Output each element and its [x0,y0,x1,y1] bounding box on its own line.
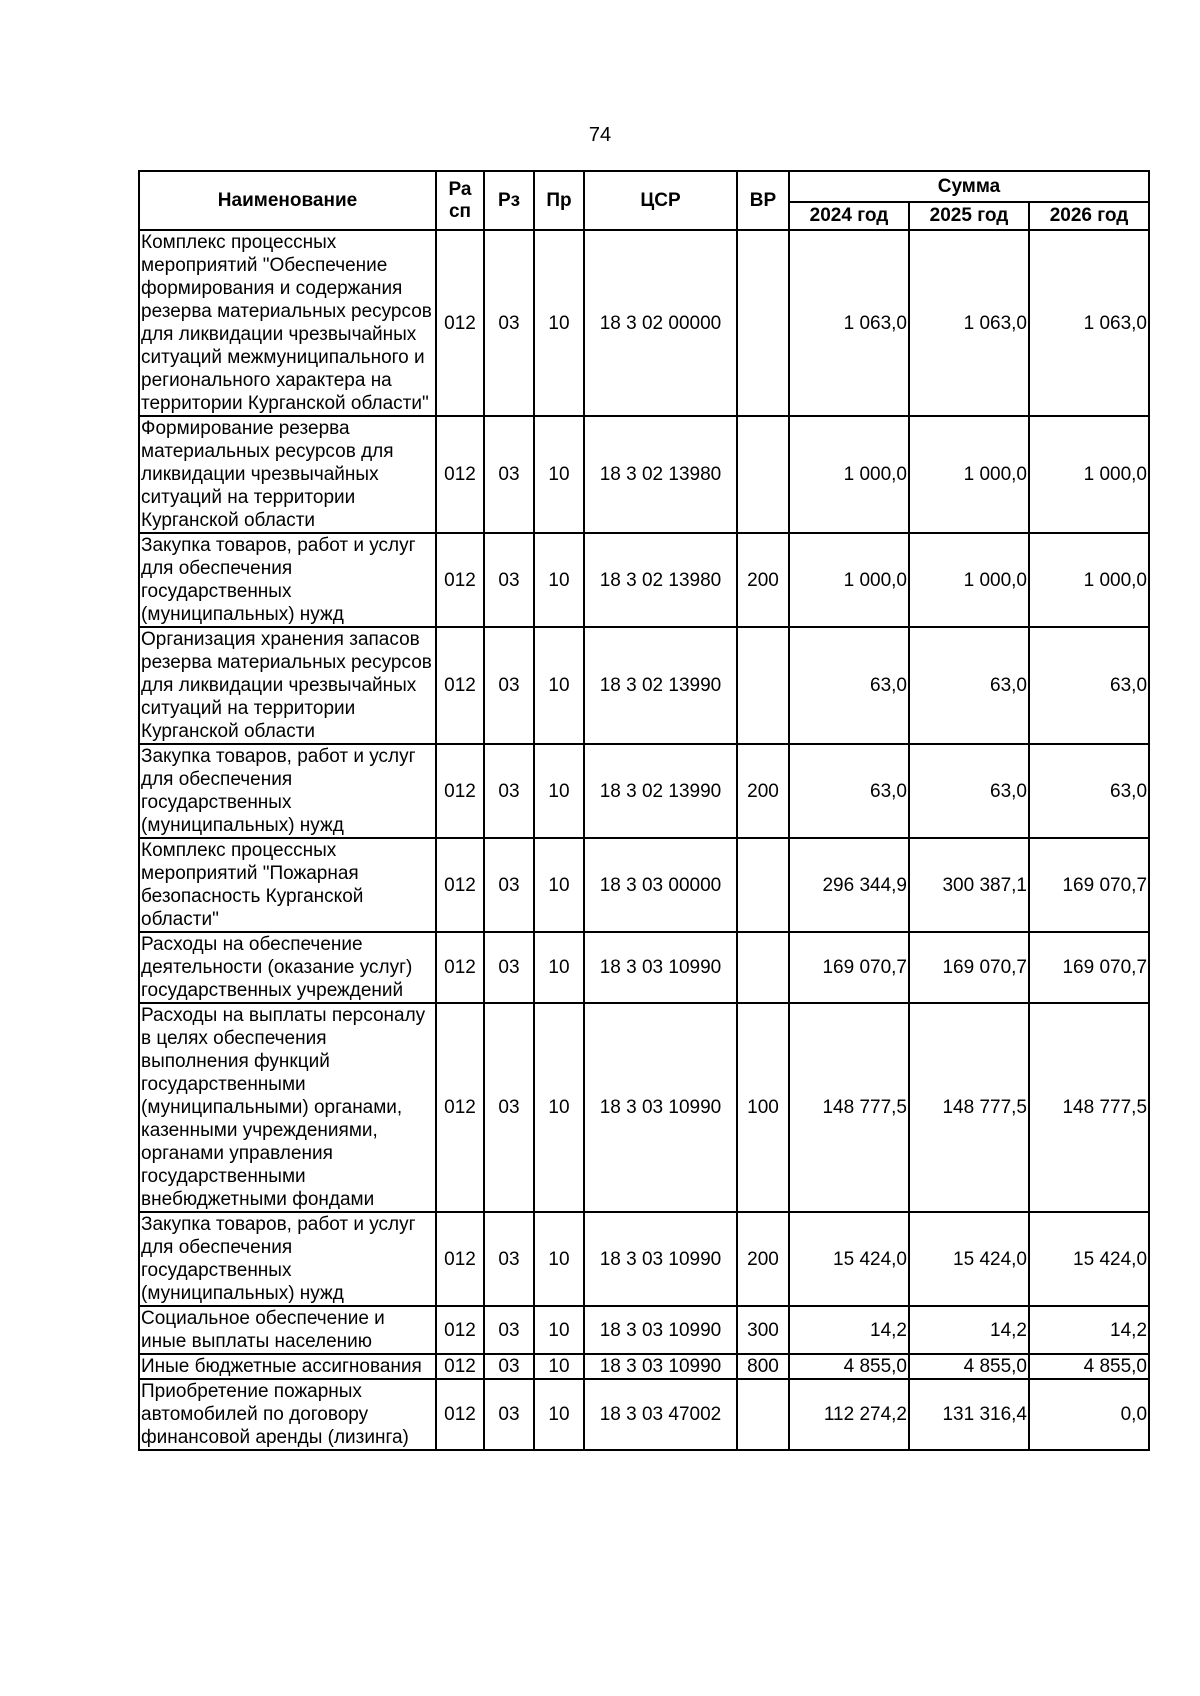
cell-name: Социальное обеспечение и иные выплаты населению [139,1306,436,1354]
cell-amount-2025: 4 855,0 [909,1354,1029,1379]
cell-amount-2024: 1 000,0 [789,416,909,533]
cell-amount-2026: 148 777,5 [1029,1003,1149,1212]
cell-amount-2025: 63,0 [909,744,1029,838]
cell-rz: 03 [484,744,534,838]
cell-amount-2025: 1 000,0 [909,533,1029,627]
cell-name: Закупка товаров, работ и услуг для обеспечения государственных (муниципальных) нужд [139,533,436,627]
cell-rz: 03 [484,230,534,416]
header-pr: Пр [534,171,584,230]
header-csr: ЦСР [584,171,737,230]
table-row [139,744,1149,838]
table-row [139,1354,1149,1379]
cell-pr: 10 [534,1306,584,1354]
cell-pr: 10 [534,838,584,932]
cell-amount-2024: 1 000,0 [789,533,909,627]
cell-csr: 18 3 02 13980 [584,533,737,627]
cell-csr: 18 3 03 10990 [584,1003,737,1212]
header-year-2026: 2026 год [1029,202,1149,230]
cell-rasp: 012 [436,1379,484,1450]
table-row [139,838,1149,932]
cell-csr: 18 3 03 10990 [584,1212,737,1306]
cell-vr: 200 [737,744,789,838]
cell-rasp: 012 [436,744,484,838]
header-rasp [436,171,484,230]
cell-csr: 18 3 03 10990 [584,932,737,1003]
cell-csr: 18 3 02 13990 [584,627,737,744]
cell-pr: 10 [534,1354,584,1379]
header-rz: Рз [484,171,534,230]
cell-vr: 200 [737,533,789,627]
cell-rasp: 012 [436,627,484,744]
cell-amount-2024: 63,0 [789,627,909,744]
cell-amount-2026: 169 070,7 [1029,838,1149,932]
cell-amount-2024: 296 344,9 [789,838,909,932]
cell-csr: 18 3 02 13980 [584,416,737,533]
cell-amount-2024: 112 274,2 [789,1379,909,1450]
cell-rasp: 012 [436,230,484,416]
cell-vr [737,416,789,533]
cell-name: Закупка товаров, работ и услуг для обеспечения государственных (муниципальных) нужд [139,744,436,838]
cell-amount-2026: 1 000,0 [1029,533,1149,627]
cell-vr [737,838,789,932]
table-row [139,416,1149,533]
cell-amount-2024: 4 855,0 [789,1354,909,1379]
cell-csr: 18 3 02 13990 [584,744,737,838]
cell-amount-2025: 131 316,4 [909,1379,1029,1450]
cell-rasp: 012 [436,416,484,533]
cell-amount-2026: 1 063,0 [1029,230,1149,416]
header-name: Наименование [139,171,436,230]
cell-amount-2024: 148 777,5 [789,1003,909,1212]
page-number: 74 [588,124,612,146]
table-header [139,171,1149,230]
cell-vr [737,1379,789,1450]
cell-rasp: 012 [436,1003,484,1212]
cell-amount-2026: 63,0 [1029,627,1149,744]
cell-csr: 18 3 02 00000 [584,230,737,416]
header-rasp-line1: Ра [448,178,472,200]
cell-pr: 10 [534,627,584,744]
cell-rasp: 012 [436,1212,484,1306]
table-row [139,533,1149,627]
cell-amount-2026: 169 070,7 [1029,932,1149,1003]
cell-rz: 03 [484,416,534,533]
cell-amount-2025: 63,0 [909,627,1029,744]
cell-rasp: 012 [436,533,484,627]
cell-rz: 03 [484,1306,534,1354]
cell-name: Формирование резерва материальных ресурсов для ликвидации чрезвычайных ситуаций на территории Курганской области [139,416,436,533]
cell-amount-2025: 14,2 [909,1306,1029,1354]
cell-amount-2024: 15 424,0 [789,1212,909,1306]
cell-amount-2026: 0,0 [1029,1379,1149,1450]
cell-name: Расходы на выплаты персоналу в целях обеспечения выполнения функций государственными (муниципальными) органами, казенными учреждениями, органами управления государственными внебюджетными фондами [139,1003,436,1212]
table-row [139,1379,1149,1450]
header-rasp-line2: сп [448,200,472,222]
cell-amount-2024: 63,0 [789,744,909,838]
budget-table [138,170,1150,1451]
cell-rz: 03 [484,838,534,932]
cell-pr: 10 [534,533,584,627]
cell-rasp: 012 [436,1306,484,1354]
cell-name: Комплекс процессных мероприятий "Пожарная безопасность Курганской области" [139,838,436,932]
cell-name: Закупка товаров, работ и услуг для обеспечения государственных (муниципальных) нужд [139,1212,436,1306]
cell-name: Расходы на обеспечение деятельности (оказание услуг) государственных учреждений [139,932,436,1003]
cell-csr: 18 3 03 00000 [584,838,737,932]
cell-vr: 100 [737,1003,789,1212]
table-row [139,1306,1149,1354]
cell-amount-2025: 1 063,0 [909,230,1029,416]
cell-csr: 18 3 03 10990 [584,1354,737,1379]
cell-vr: 200 [737,1212,789,1306]
cell-pr: 10 [534,1212,584,1306]
cell-rz: 03 [484,1212,534,1306]
cell-amount-2026: 15 424,0 [1029,1212,1149,1306]
header-year-2024: 2024 год [789,202,909,230]
cell-pr: 10 [534,1379,584,1450]
cell-rasp: 012 [436,932,484,1003]
cell-pr: 10 [534,1003,584,1212]
cell-amount-2025: 148 777,5 [909,1003,1029,1212]
cell-rz: 03 [484,533,534,627]
cell-name: Приобретение пожарных автомобилей по договору финансовой аренды (лизинга) [139,1379,436,1450]
cell-amount-2024: 1 063,0 [789,230,909,416]
cell-pr: 10 [534,744,584,838]
cell-pr: 10 [534,416,584,533]
cell-rasp: 012 [436,838,484,932]
table-row [139,230,1149,416]
table-row [139,1212,1149,1306]
header-year-2025: 2025 год [909,202,1029,230]
cell-amount-2026: 4 855,0 [1029,1354,1149,1379]
cell-rz: 03 [484,1354,534,1379]
cell-amount-2026: 63,0 [1029,744,1149,838]
header-sum: Сумма [789,171,1149,202]
cell-rz: 03 [484,1379,534,1450]
cell-rasp: 012 [436,1354,484,1379]
table-row [139,627,1149,744]
cell-amount-2026: 1 000,0 [1029,416,1149,533]
table-row [139,932,1149,1003]
cell-amount-2024: 14,2 [789,1306,909,1354]
cell-name: Организация хранения запасов резерва материальных ресурсов для ликвидации чрезвычайных ситуаций на территории Курганской области [139,627,436,744]
cell-csr: 18 3 03 10990 [584,1306,737,1354]
cell-vr: 800 [737,1354,789,1379]
cell-vr [737,230,789,416]
cell-vr: 300 [737,1306,789,1354]
cell-pr: 10 [534,230,584,416]
cell-amount-2025: 300 387,1 [909,838,1029,932]
cell-name: Иные бюджетные ассигнования [139,1354,436,1379]
cell-pr: 10 [534,932,584,1003]
table-row [139,1003,1149,1212]
cell-amount-2025: 15 424,0 [909,1212,1029,1306]
cell-vr [737,932,789,1003]
cell-vr [737,627,789,744]
cell-amount-2025: 1 000,0 [909,416,1029,533]
cell-rz: 03 [484,1003,534,1212]
cell-amount-2024: 169 070,7 [789,932,909,1003]
cell-amount-2026: 14,2 [1029,1306,1149,1354]
cell-rz: 03 [484,627,534,744]
table-body [139,230,1149,1450]
cell-name: Комплекс процессных мероприятий "Обеспечение формирования и содержания резерва материальных ресурсов для ликвидации чрезвычайных ситуаций межмуниципального и регионального характера на территории Курганской области" [139,230,436,416]
cell-amount-2025: 169 070,7 [909,932,1029,1003]
cell-csr: 18 3 03 47002 [584,1379,737,1450]
cell-rz: 03 [484,932,534,1003]
header-vr: ВР [737,171,789,230]
